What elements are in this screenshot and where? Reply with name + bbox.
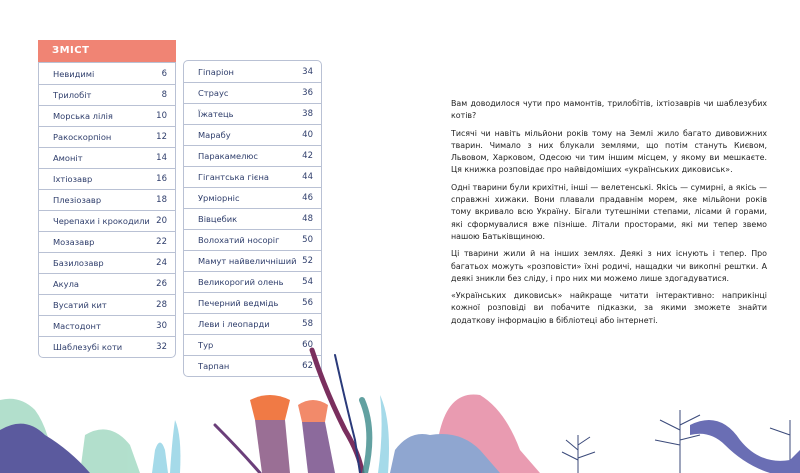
toc-item[interactable] bbox=[39, 126, 175, 147]
coral-rock-illustration bbox=[390, 394, 540, 473]
toc-item-page: 6 bbox=[161, 68, 167, 79]
toc-item-label: Шаблезубі коти bbox=[53, 342, 123, 352]
toc-item-page: 52 bbox=[302, 256, 313, 266]
toc-item[interactable] bbox=[39, 315, 175, 336]
toc-item-label: Невидимі bbox=[53, 68, 95, 79]
toc-item-label: Гігантська гієна bbox=[198, 172, 269, 182]
toc-item-page: 22 bbox=[156, 237, 167, 247]
toc-item[interactable] bbox=[184, 313, 321, 334]
toc-item-label: Мозазавр bbox=[53, 237, 95, 247]
toc-item-page: 44 bbox=[302, 172, 313, 182]
intro-paragraph: «Українських диковиськ» найкраще читати інтерактивно: наприкінці кожної розповіді ви побачите підказки, за якими зможете знайти додаткову інформацію в бібліотеці або інтернеті. bbox=[451, 291, 767, 325]
toc-item[interactable] bbox=[184, 145, 321, 166]
toc-item[interactable] bbox=[39, 294, 175, 315]
toc-item-label: Черепахи і крокодили bbox=[53, 216, 150, 226]
toc-item-label: Трилобіт bbox=[53, 90, 92, 100]
toc-item-label: Гіпаріон bbox=[198, 66, 234, 77]
toc-item[interactable] bbox=[39, 168, 175, 189]
toc-item-page: 10 bbox=[156, 111, 167, 121]
toc-item-page: 28 bbox=[156, 300, 167, 310]
toc-item-page: 62 bbox=[302, 361, 313, 371]
toc-item[interactable] bbox=[184, 187, 321, 208]
intro-paragraph: Одні тварини були крихітні, інші — велетенські. Якісь — сумирні, а якісь — справжні хижаки. Вони плавали прадавнім морем, яке мільйони років тому вкривало всю Україну. Бігали тутешніми степами, лісами й горами, які сформувалися вже пізніше. Літали просторами, які ми тепер звемо нашою Батьківщиною. bbox=[451, 182, 767, 241]
toc-item-page: 36 bbox=[302, 88, 313, 98]
toc-item-label: Базилозавр bbox=[53, 258, 104, 268]
intro-paragraph: Ці тварини жили й на інших землях. Деякі з них існують і тепер. Про багатьох можуть «розповісти» їхні родичі, нащадки чи викопні рештки. А деякі зникли без сліду, і про них ми можемо лише здогадуватися. bbox=[451, 249, 767, 283]
toc-item-label: Печерний ведмідь bbox=[198, 298, 279, 308]
toc-item-label: Паракамелюс bbox=[198, 151, 258, 161]
toc-item-page: 26 bbox=[156, 279, 167, 289]
toc-item[interactable] bbox=[39, 84, 175, 105]
toc-item-label: Вусатий кит bbox=[53, 300, 107, 310]
toc-item-label: Страус bbox=[198, 88, 229, 98]
toc-item-label: Морська лілія bbox=[53, 111, 113, 121]
toc-item-page: 60 bbox=[302, 340, 313, 350]
toc-item-label: Волохатий носоріг bbox=[198, 235, 280, 245]
toc-left-list bbox=[38, 62, 176, 358]
toc-item-page: 56 bbox=[302, 298, 313, 308]
tube-worm-illustration bbox=[250, 395, 335, 473]
toc-item[interactable] bbox=[184, 292, 321, 313]
toc-item-label: Плезіозавр bbox=[53, 195, 102, 205]
toc-item-label: Леви і леопарди bbox=[198, 319, 270, 329]
toc-item[interactable] bbox=[39, 231, 175, 252]
toc-item[interactable] bbox=[39, 63, 175, 84]
toc-item-page: 50 bbox=[302, 235, 313, 245]
toc-item[interactable] bbox=[39, 189, 175, 210]
toc-item-page: 54 bbox=[302, 277, 313, 287]
toc-item-label: Великорогий олень bbox=[198, 277, 284, 287]
toc-item-label: Іхтіозавр bbox=[53, 174, 93, 184]
toc-item[interactable] bbox=[39, 252, 175, 273]
toc-item-page: 48 bbox=[302, 214, 313, 224]
toc-item[interactable] bbox=[184, 82, 321, 103]
toc-item-label: Тур bbox=[198, 340, 214, 350]
toc-item[interactable] bbox=[184, 271, 321, 292]
toc-item-label: Тарпан bbox=[198, 361, 230, 371]
toc-item-page: 8 bbox=[161, 90, 167, 100]
toc-item-label: Урміорніс bbox=[198, 193, 240, 203]
toc-item-page: 32 bbox=[156, 342, 167, 352]
toc-right-list bbox=[183, 60, 322, 377]
toc-item-label: Марабу bbox=[198, 130, 231, 140]
toc-item-page: 24 bbox=[156, 258, 167, 268]
toc-item[interactable] bbox=[39, 273, 175, 294]
toc-item[interactable] bbox=[184, 229, 321, 250]
toc-item[interactable] bbox=[184, 250, 321, 271]
toc-item-page: 58 bbox=[302, 319, 313, 329]
toc-item-page: 34 bbox=[302, 66, 313, 77]
toc-item-page: 30 bbox=[156, 321, 167, 331]
sea-life-illustration bbox=[0, 340, 800, 473]
toc-item-page: 40 bbox=[302, 130, 313, 140]
toc-item-page: 38 bbox=[302, 109, 313, 119]
toc-item[interactable] bbox=[39, 147, 175, 168]
toc-item-page: 16 bbox=[156, 174, 167, 184]
toc-item-label: Амоніт bbox=[53, 153, 83, 163]
toc-item[interactable] bbox=[184, 61, 321, 82]
toc-item-page: 42 bbox=[302, 151, 313, 161]
toc-item-label: Їжатець bbox=[198, 109, 234, 119]
toc-item-page: 14 bbox=[156, 153, 167, 163]
toc-title: ЗМІСТ bbox=[38, 40, 176, 62]
toc-item-label: Ракоскорпіон bbox=[53, 132, 112, 142]
intro-text bbox=[451, 98, 767, 332]
toc-item-label: Акула bbox=[53, 279, 79, 289]
toc-item[interactable] bbox=[184, 103, 321, 124]
kelp-illustration bbox=[215, 350, 369, 473]
toc-item-label: Мастодонт bbox=[53, 321, 101, 331]
toc-item[interactable] bbox=[184, 208, 321, 229]
toc-item-page: 46 bbox=[302, 193, 313, 203]
intro-paragraph: Вам доводилося чути про мамонтів, трилобітів, іхтіозаврів чи шаблезубих котів? bbox=[451, 99, 767, 121]
intro-paragraph: Тисячі чи навіть мільйони років тому на Землі жило багато дивовижних тварин. Чимало з них блукали землями, що потім стануть Києвом, Львовом, Харковом, Одесою чи тим іншим місцем, у якому ви мешкаєте. Ця книжка розповідає про найвідоміших «українських диковиськ». bbox=[451, 128, 767, 175]
purple-worm-illustration bbox=[690, 420, 800, 473]
toc-item-page: 18 bbox=[156, 195, 167, 205]
toc-item[interactable] bbox=[39, 210, 175, 231]
toc-item[interactable] bbox=[39, 105, 175, 126]
toc-item[interactable] bbox=[184, 166, 321, 187]
toc-item[interactable] bbox=[184, 124, 321, 145]
toc-item-label: Вівцебик bbox=[198, 214, 238, 224]
toc-item-page: 12 bbox=[156, 132, 167, 142]
toc-item-label: Мамут найвеличніший bbox=[198, 256, 297, 266]
toc-item-page: 20 bbox=[156, 216, 167, 226]
